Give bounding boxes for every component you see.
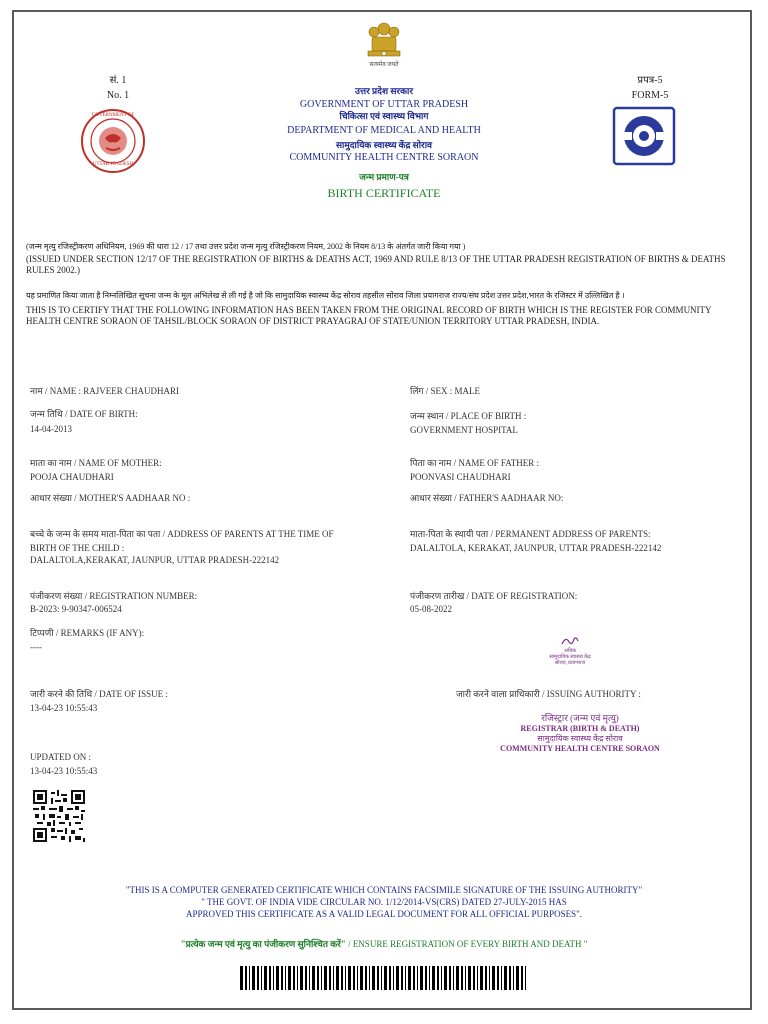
act-reference-hindi: (जन्म मृत्यु रजिस्ट्रीकरण अधिनियम, 1969 की धारा 12 / 17 तथा उत्तर प्रदेश जन्म मृत्यु रजिस्ट्रीकरण नियम, 2002 के नियम 8/13 के अंतर्गत जारी किया गया ) — [26, 242, 466, 251]
permanent-address-value: DALALTOLA, KERAKAT, JAUNPUR, UTTAR PRADESH-222142 — [410, 543, 662, 553]
permanent-address-label: माता-पिता के स्थायी पता / PERMANENT ADDRESS OF PARENTS: — [410, 529, 651, 539]
certify-statement-english: THIS IS TO CERTIFY THAT THE FOLLOWING INFORMATION HAS BEEN TAKEN FROM THE ORIGINAL RECORD OF BIRTH WHICH IS THE REGISTER FOR COMMUNITY HEALTH CENTRE SORAON OF TAHSIL/BLOCK SORAON OF DISTRICT PRAYAGRAJ OF STATE/UNION TERRITORY UTTAR PRADESH, INDIA. — [26, 305, 712, 326]
seal-text-top: GOVERNMENT OF — [91, 113, 135, 118]
father-name-label: पिता का नाम / NAME OF FATHER : — [410, 458, 539, 468]
chc-title-english: COMMUNITY HEALTH CENTRE SORAON — [289, 152, 479, 163]
issue-date-label: जारी करने की तिथि / DATE OF ISSUE : — [30, 689, 168, 699]
registrar-chc-english: COMMUNITY HEALTH CENTRE SORAON — [500, 744, 660, 753]
certificate-title-hindi: जन्म प्रमाण-पत्र — [359, 172, 409, 182]
gov-title-english: GOVERNMENT OF UTTAR PRADESH — [299, 99, 469, 110]
birth-address-value: DALALTOLA,KERAKAT, JAUNPUR, UTTAR PRADESH-222142 — [30, 555, 280, 565]
registrar-title-english: REGISTRAR (BIRTH & DEATH) — [520, 724, 640, 733]
act-reference-english: (ISSUED UNDER SECTION 12/17 OF THE REGISTRATION OF BIRTHS & DEATHS ACT, 1969 AND RULE 8/13 OF THE UTTAR PRADESH REGISTRATION OF BIRTHS & DEATHS RULES 2002.) — [26, 254, 726, 275]
pob-label: जन्म स्थान / PLACE OF BIRTH : — [410, 411, 527, 421]
dept-title-hindi: चिकित्सा एवं स्वास्थ्य विभाग — [339, 111, 429, 121]
issue-date-value: 13-04-23 10:55:43 — [30, 703, 98, 713]
barcode-icon — [240, 966, 528, 990]
registration-date-value: 05-08-2022 — [410, 604, 452, 614]
pob-value: GOVERNMENT HOSPITAL — [410, 425, 518, 435]
footer-slogan-english: / ENSURE REGISTRATION OF EVERY BIRTH AND DEATH " — [345, 939, 588, 949]
father-name-value: POONVASI CHAUDHARI — [410, 472, 511, 482]
registrar-signature-block — [460, 713, 700, 754]
number-hindi: सं. 1 — [109, 75, 127, 86]
remarks-label: टिप्पणी / REMARKS (IF ANY): — [30, 628, 145, 638]
registration-number-value: B-2023: 9-90347-006524 — [30, 604, 122, 614]
birth-address-label-line2: BIRTH OF THE CHILD : — [30, 543, 125, 553]
qr-code-icon — [33, 790, 85, 842]
form-hindi: प्रपत्र-5 — [637, 75, 663, 86]
certificate-title-english: BIRTH CERTIFICATE — [327, 186, 441, 200]
registrar-title-hindi: रजिस्ट्रार (जन्म एवं मृत्यु) — [541, 713, 619, 723]
footer-disclaimer-line1: "THIS IS A COMPUTER GENERATED CERTIFICATE WHICH CONTAINS FACSIMILE SIGNATURE OF THE ISSUING AUTHORITY" — [125, 885, 643, 895]
dept-title-english: DEPARTMENT OF MEDICAL AND HEALTH — [287, 125, 481, 136]
stamp-line-1: अधिक — [563, 649, 577, 654]
registrar-chc-hindi: सामुदायिक स्वास्थ्य केंद्र सोराव — [537, 734, 623, 743]
child-name: नाम / NAME : RAJVEER CHAUDHARI — [30, 386, 179, 396]
stamp-line-3: सोराव, प्रयागराज — [554, 661, 586, 666]
footer-disclaimer-line2: " THE GOVT. OF INDIA VIDE CIRCULAR NO. 1/12/2014-VS(CRS) DATED 27-JULY-2015 HAS — [201, 897, 567, 907]
number-english: No. 1 — [106, 90, 130, 101]
mother-aadhaar: आधार संख्या / MOTHER'S AADHAAR NO : — [30, 493, 191, 503]
updated-on-label: UPDATED ON : — [30, 752, 92, 762]
stamp-line-2: सामुदायिक स्वास्थ्य केंद्र — [549, 655, 591, 660]
registrar-stamp — [540, 636, 600, 672]
issuing-authority-label: जारी करने वाला प्राधिकारी / ISSUING AUTHORITY : — [456, 689, 641, 699]
child-sex: लिंग / SEX : MALE — [410, 386, 481, 396]
father-aadhaar: आधार संख्या / FATHER'S AADHAAR NO: — [410, 493, 564, 503]
signature-scribble-icon — [560, 636, 580, 646]
registration-date-label: पंजीकरण तारीख / DATE OF REGISTRATION: — [410, 591, 578, 601]
updated-on-value: 13-04-23 10:55:43 — [30, 766, 98, 776]
mother-name-value: POOJA CHAUDHARI — [30, 472, 114, 482]
chc-title-hindi: सामुदायिक स्वास्थ्य केंद्र सोराव — [335, 140, 433, 150]
birth-address-label-line1: बच्चे के जन्म के समय माता-पिता का पता / ADDRESS OF PARENTS AT THE TIME OF — [30, 529, 334, 539]
footer-disclaimer-line3: APPROVED THIS CERTIFICATE AS A VALID LEGAL DOCUMENT FOR ALL OFFICIAL PURPOSES". — [185, 909, 583, 919]
footer-slogan-hindi: "प्रत्येक जन्म एवं मृत्यु का पंजीकरण सुनिश्चित करें" — [180, 939, 346, 949]
gov-title-hindi: उत्तर प्रदेश सरकार — [354, 86, 414, 96]
emblem-motto: सत्यमेव जयते — [369, 62, 399, 68]
seal-text-bottom: UTTAR PRADESH — [92, 162, 134, 167]
form-english: FORM-5 — [631, 90, 669, 101]
footer-slogan — [60, 938, 708, 950]
remarks-value: ---- — [30, 642, 42, 652]
certify-statement-hindi: यह प्रमाणित किया जाता है निम्नलिखित सूचना जन्म के मूल अभिलेख से ली गई है जो कि सामुदायिक स्वास्थ्य केंद्र सोराव तहसील सोराव जिला प्रयागराज राज्य/संघ प्रदेश उत्तर प्रदेश,भारत के रजिस्टर में उल्लिखित है । — [26, 291, 625, 300]
crs-logo-icon — [612, 106, 676, 166]
registration-number-label: पंजीकरण संख्या / REGISTRATION NUMBER: — [30, 591, 198, 601]
mother-name-label: माता का नाम / NAME OF MOTHER: — [30, 458, 162, 468]
dob-label: जन्म तिथि / DATE OF BIRTH: — [30, 409, 138, 419]
dob-value: 14-04-2013 — [30, 424, 72, 434]
